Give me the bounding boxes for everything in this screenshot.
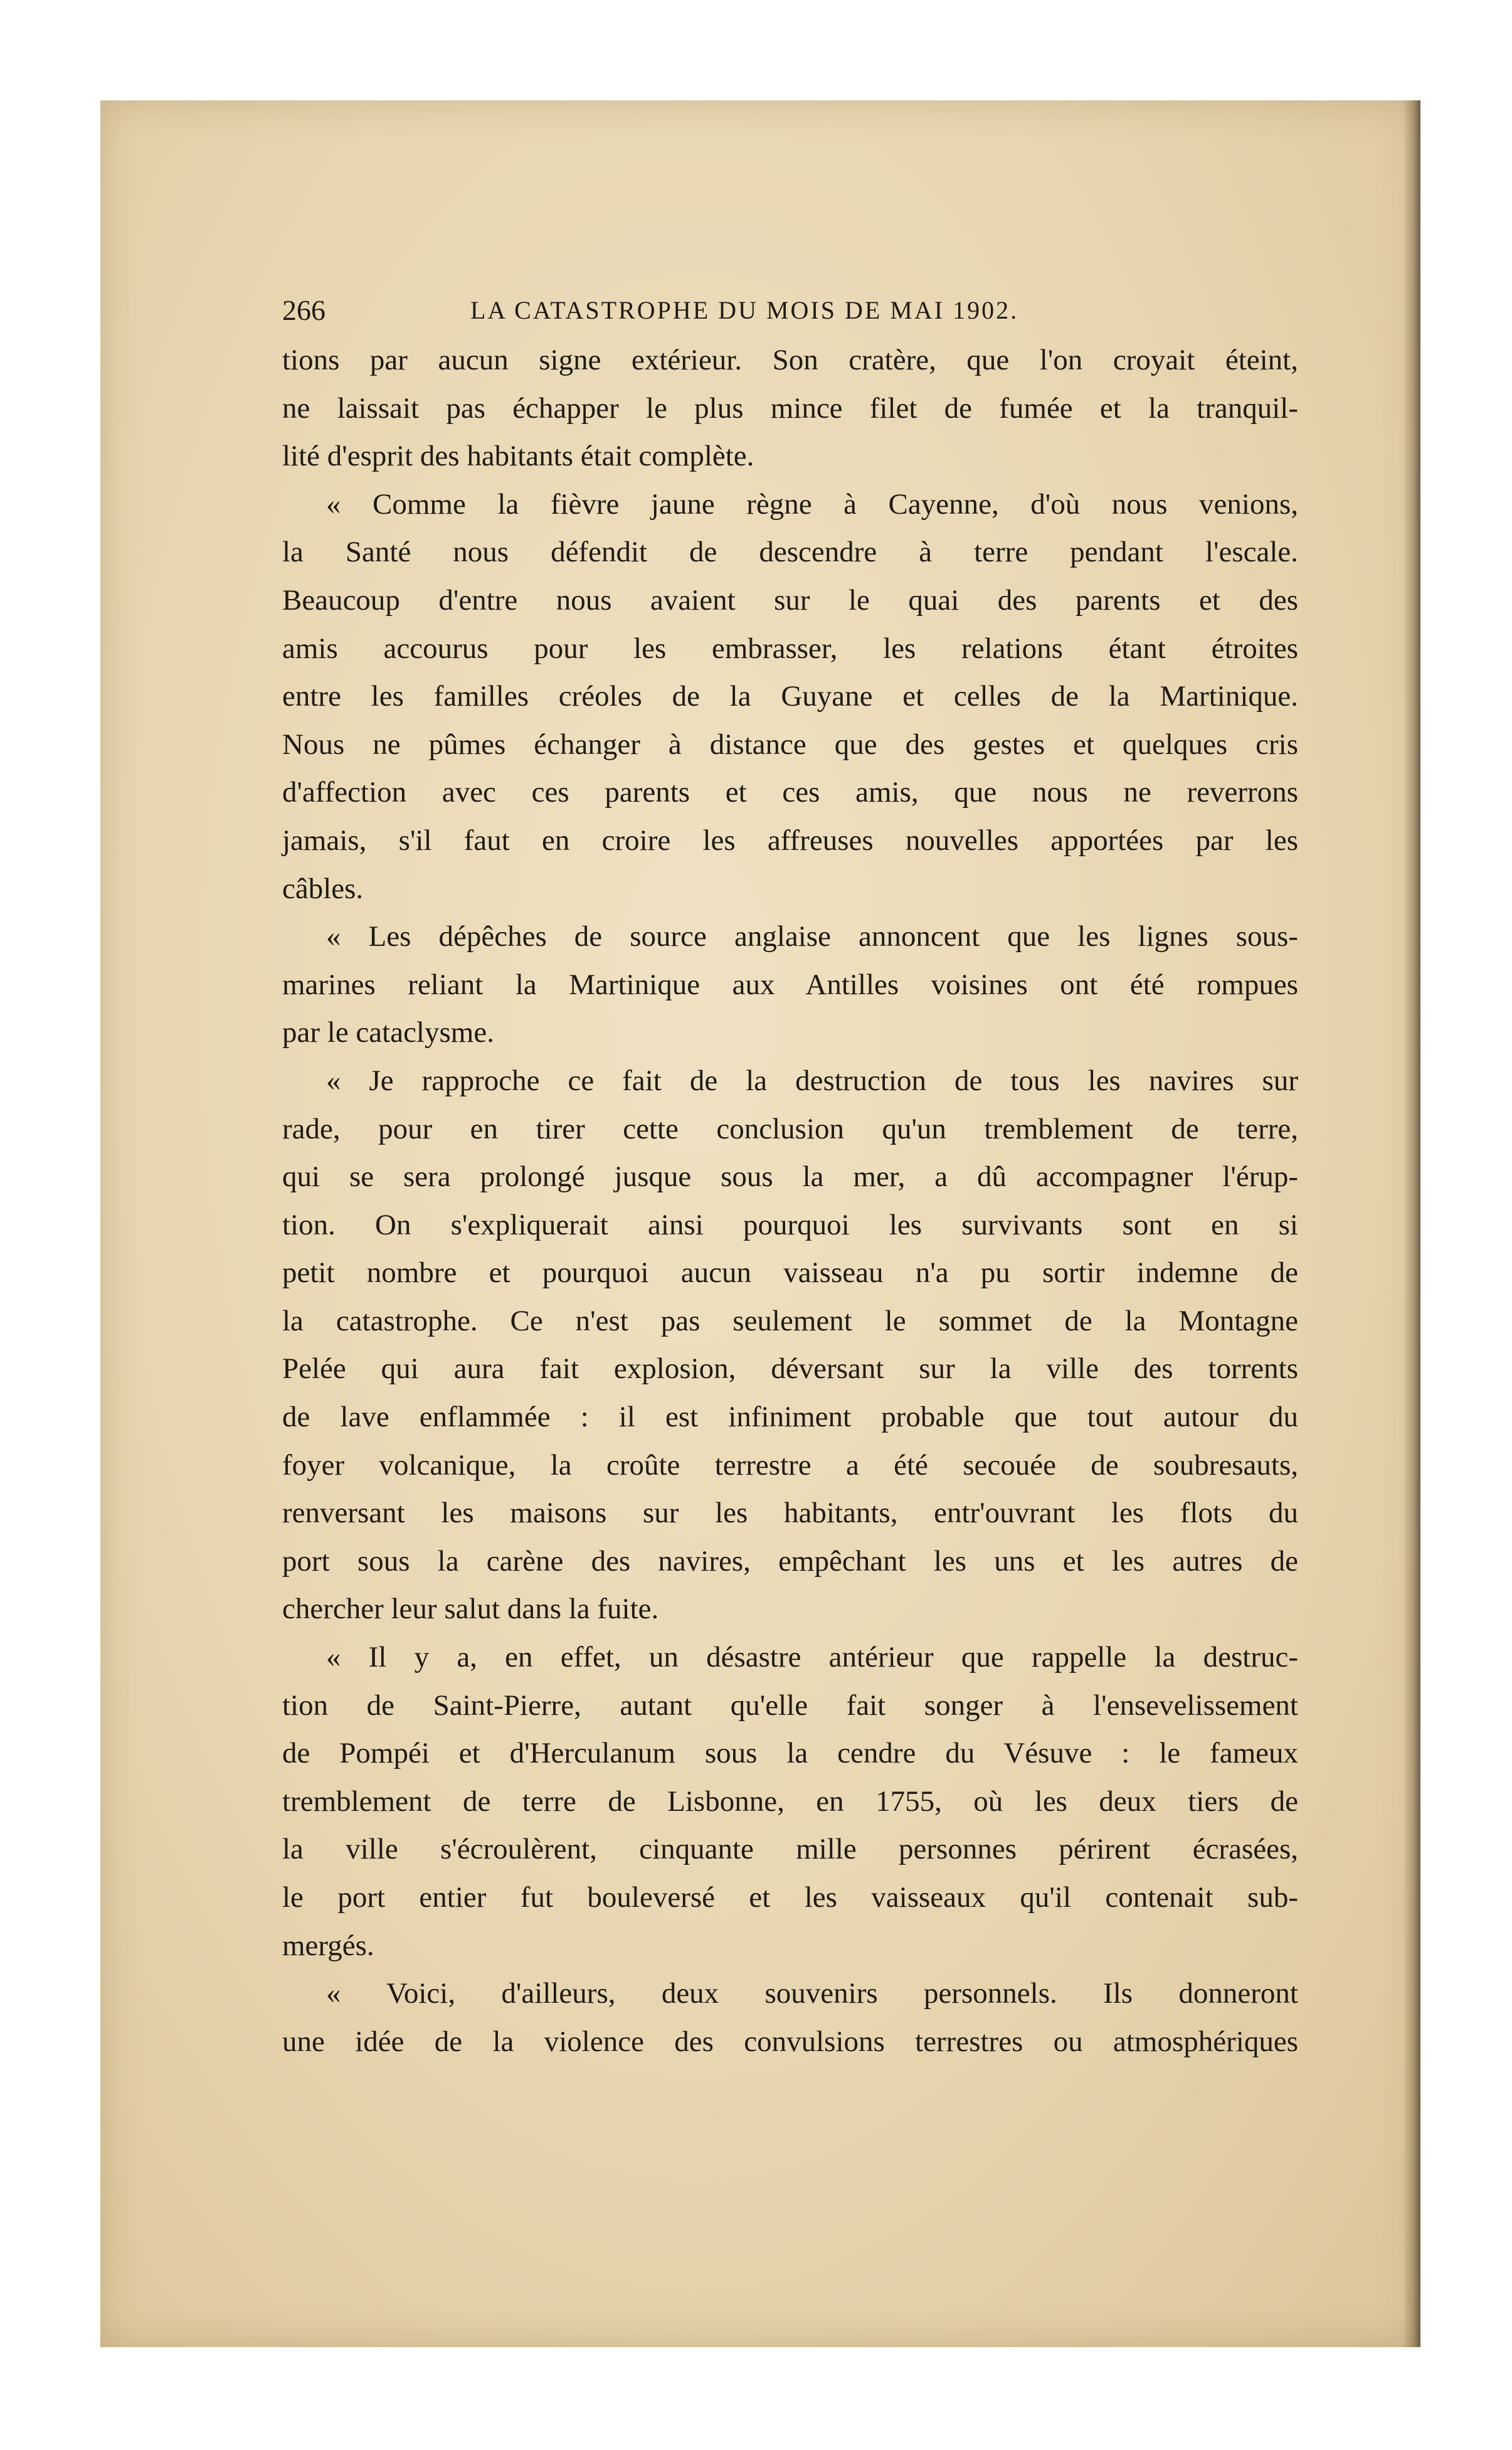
text-line: la ville s'écroulèrent, cinquante mille personnes périrent écrasées,: [282, 1833, 1298, 1866]
text-line: port sous la carène des navires, empêchant les uns et les autres de: [282, 1544, 1298, 1578]
text-line: lité d'esprit des habitants était complète.: [282, 440, 754, 473]
body-text: [282, 336, 1298, 2066]
text-line: « Je rapproche ce fait de la destruction de tous les navires sur: [326, 1064, 1298, 1097]
text-line: une idée de la violence des convulsions terrestres ou atmosphériques: [282, 2025, 1298, 2058]
text-line: de lave enflammée : il est infiniment probable que tout autour du: [282, 1401, 1298, 1434]
text-line: le port entier fut bouleversé et les vaisseaux qu'il contenait sub-: [282, 1881, 1298, 1914]
text-line: renversant les maisons sur les habitants, entr'ouvrant les flots du: [282, 1497, 1298, 1530]
text-line: d'affection avec ces parents et ces amis, que nous ne reverrons: [282, 776, 1298, 809]
text-line: « Les dépêches de source anglaise annoncent que les lignes sous-: [326, 920, 1298, 953]
text-line: qui se sera prolongé jusque sous la mer, a dû accompagner l'érup-: [282, 1160, 1298, 1194]
text-line: « Il y a, en effet, un désastre antérieur que rappelle la destruc-: [326, 1641, 1298, 1674]
page-edge-shadow: [1403, 100, 1420, 2347]
text-line: tions par aucun signe extérieur. Son cratère, que l'on croyait éteint,: [282, 344, 1298, 376]
text-line: entre les familles créoles de la Guyane et celles de la Martinique.: [282, 680, 1298, 713]
text-line: foyer volcanique, la croûte terrestre a été secouée de soubresauts,: [282, 1448, 1298, 1482]
text-line: Pelée qui aura fait explosion, déversant sur la ville des torrents: [282, 1352, 1298, 1386]
text-line: marines reliant la Martinique aux Antilles voisines ont été rompues: [282, 968, 1298, 1001]
text-line: « Comme la fièvre jaune règne à Cayenne, d'où nous venions,: [326, 487, 1298, 521]
text-line: petit nombre et pourquoi aucun vaisseau n'a pu sortir indemne de: [282, 1256, 1298, 1290]
text-line: tion. On s'expliquerait ainsi pourquoi les survivants sont en si: [282, 1208, 1298, 1241]
text-line: « Voici, d'ailleurs, deux souvenirs personnels. Ils donneront: [326, 1977, 1298, 2010]
text-line: Nous ne pûmes échanger à distance que des gestes et quelques cris: [282, 728, 1298, 761]
text-line: amis accourus pour les embrasser, les relations étant étroites: [282, 632, 1298, 665]
running-title: LA CATASTROPHE DU MOIS DE MAI 1902.: [470, 296, 1019, 324]
text-line: chercher leur salut dans la fuite.: [282, 1593, 659, 1626]
text-line: la catastrophe. Ce n'est pas seulement le sommet de la Montagne: [282, 1304, 1298, 1337]
text-line: jamais, s'il faut en croire les affreuses nouvelles apportées par les: [282, 824, 1298, 857]
text-line: la Santé nous défendit de descendre à terre pendant l'escale.: [282, 536, 1298, 569]
text-block: [282, 289, 1298, 2066]
book-page: [100, 100, 1420, 2347]
text-line: câbles.: [282, 872, 364, 905]
text-line: mergés.: [282, 1929, 374, 1962]
text-line: de Pompéi et d'Herculanum sous la cendre du Vésuve : le fameux: [282, 1737, 1298, 1770]
text-line: ne laissait pas échapper le plus mince filet de fumée et la tranquil-: [282, 391, 1298, 425]
running-header: [282, 289, 1298, 332]
text-line: Beaucoup d'entre nous avaient sur le quai des parents et des: [282, 583, 1298, 617]
text-line: tion de Saint-Pierre, autant qu'elle fait songer à l'ensevelissement: [282, 1689, 1298, 1722]
page-number: 266: [282, 294, 325, 326]
text-line: tremblement de terre de Lisbonne, en 1755, où les deux tiers de: [282, 1784, 1298, 1818]
text-line: par le cataclysme.: [282, 1016, 494, 1049]
text-line: rade, pour en tirer cette conclusion qu'un tremblement de terre,: [282, 1112, 1298, 1145]
